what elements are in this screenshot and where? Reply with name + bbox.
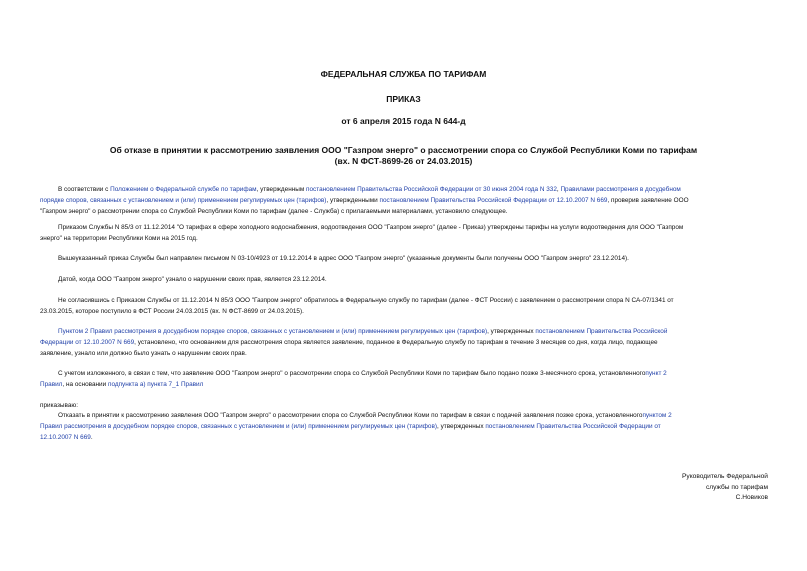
link-rules[interactable]: Правил	[40, 380, 63, 388]
document-date-number: от 6 апреля 2015 года N 644-д	[341, 116, 466, 126]
paragraph-conclusion	[40, 369, 768, 391]
text-run: , утвержденными	[326, 196, 380, 204]
text-run: "Газпром энерго" о рассмотрении спора со Службой Республики Коми по тарифам (далее - Служба) с прилагаемыми материалами, установило следующее.	[40, 207, 508, 215]
link-rules-refusal[interactable]: Правил рассмотрения в досудебном порядке споров, связанных с установлением и (или) применением регулируемых цен (тарифов)	[40, 422, 438, 430]
text-run: Отказать в принятии к рассмотрению заявления ООО "Газпром энерго" о рассмотрении спора со Службой Республики Коми по тарифам в связи с подачей заявления позже срока, установленного	[58, 412, 643, 419]
link-fst-regulation[interactable]: Положением о Федеральной службе по тарифам	[110, 186, 257, 193]
text-run: ,	[556, 186, 561, 193]
text-run: , утвержденным	[256, 186, 307, 193]
link-dispute-rules-cont[interactable]: порядке споров, связанных с установлением и (или) применением регулируемых цен (тарифов)	[40, 196, 327, 204]
paragraph-letter-sent	[40, 254, 768, 265]
text-run: заявление, узнало или должно было узнать о нарушении своих прав.	[40, 349, 247, 357]
link-rule-2[interactable]: Пунктом 2 Правил рассмотрения в досудебном порядке споров, связанных с установлением и (или) применением регулируемых цен (тарифов)	[58, 328, 488, 335]
text-run: В соответствии с	[58, 186, 111, 193]
paragraph-appeal	[40, 296, 768, 318]
link-subclause-7-1[interactable]: подпункта а) пункта 7_1 Правил	[107, 380, 204, 388]
text-run: 23.03.2015, которое поступило в ФСТ России 24.03.2015 (вх. N ФСТ-8699 от 24.03.2015).	[40, 307, 304, 315]
paragraph-legal-basis	[40, 185, 768, 217]
paragraph-date-known	[40, 275, 768, 286]
text-run: Вышеуказанный приказ Службы был направлен письмом N 03-10/4923 от 19.12.2014 в адрес ООО "Газпром энерго" (указанные документы были получены ООО "Газпром энерго" 23.12.2014).	[58, 255, 629, 262]
paragraph-order-85-3	[40, 223, 768, 245]
text-run: Датой, когда ООО "Газпром энерго" узнало о нарушении своих прав, является 23.12.2014.	[58, 276, 327, 283]
link-government-decree-332[interactable]: постановлением Правительства Российской Федерации от 30 июня 2004 года N 332	[306, 186, 557, 193]
text-run: , установлено, что основанием для рассмотрения спора является заявление, поданное в Федеральную службу по тарифам в течение 3 месяцев со дня, когда лицо, подающее	[134, 338, 658, 346]
text-run: .	[90, 433, 93, 441]
paragraph-refusal	[40, 411, 768, 443]
document-subject: Об отказе в принятии к рассмотрению заявления ООО "Газпром энерго" о рассмотрении спора со Службой Республики Коми по тарифам	[109, 145, 698, 155]
signature-position: Руководитель Федеральной	[682, 473, 768, 480]
text-run: , на основании	[62, 380, 108, 388]
link-government-decree-669[interactable]: постановлением Правительства Российской Федерации от 12.10.2007 N 669	[379, 196, 608, 204]
document-subject-ref: (вх. N ФСТ-8699-26 от 24.03.2015)	[334, 156, 473, 166]
link-clause-2[interactable]: пункт 2	[645, 370, 667, 377]
link-government-decree-refusal[interactable]: постановлением Правительства Российской Федерации от	[485, 422, 661, 430]
text-run: приказываю:	[40, 402, 78, 409]
signature-name: С.Новиков	[735, 494, 768, 501]
link-decree-date-669[interactable]: 12.10.2007 N 669	[40, 433, 91, 441]
text-run: , утвержденных	[437, 422, 486, 430]
text-run: С учетом изложенного, в связи с тем, что заявление ООО "Газпром энерго" о рассмотрении спора со Службой Республики Коми по тарифам было подано позже 3-месячного срока, установленного	[58, 370, 646, 377]
link-decree-669[interactable]: Федерации от 12.10.2007 N 669	[40, 338, 135, 346]
signature-block	[682, 472, 768, 504]
document-type: ПРИКАЗ	[386, 94, 421, 104]
link-dispute-rules[interactable]: Правилами рассмотрения в досудебном	[560, 186, 681, 193]
text-run: энерго" на территории Республики Коми на 2015 год.	[40, 234, 198, 242]
link-clause-2-refusal[interactable]: пунктом 2	[642, 412, 672, 419]
agency-title: ФЕДЕРАЛЬНАЯ СЛУЖБА ПО ТАРИФАМ	[320, 69, 487, 79]
text-run: Приказом Службы N 85/3 от 11.12.2014 "О тарифах в сфере холодного водоснабжения, водоотведения ООО "Газпром энерго" (далее - Приказ) утверждены тарифы на услуги водоотведения для ООО "Газпром	[58, 224, 684, 231]
paragraph-rule-2	[40, 327, 768, 359]
link-government-decree[interactable]: постановлением Правительства Российской	[535, 328, 668, 335]
signature-agency: службы по тарифам	[705, 483, 768, 491]
text-run: Не согласившись с Приказом Службы от 11.12.2014 N 85/3 ООО "Газпром энерго" обратилось в Федеральную службу по тарифам (далее - ФСТ России) с заявлением о рассмотрении спора N СА-07/1341 от	[58, 297, 674, 304]
text-run: , проверив заявление ООО	[607, 196, 689, 204]
text-run: , утвержденных	[487, 328, 536, 335]
